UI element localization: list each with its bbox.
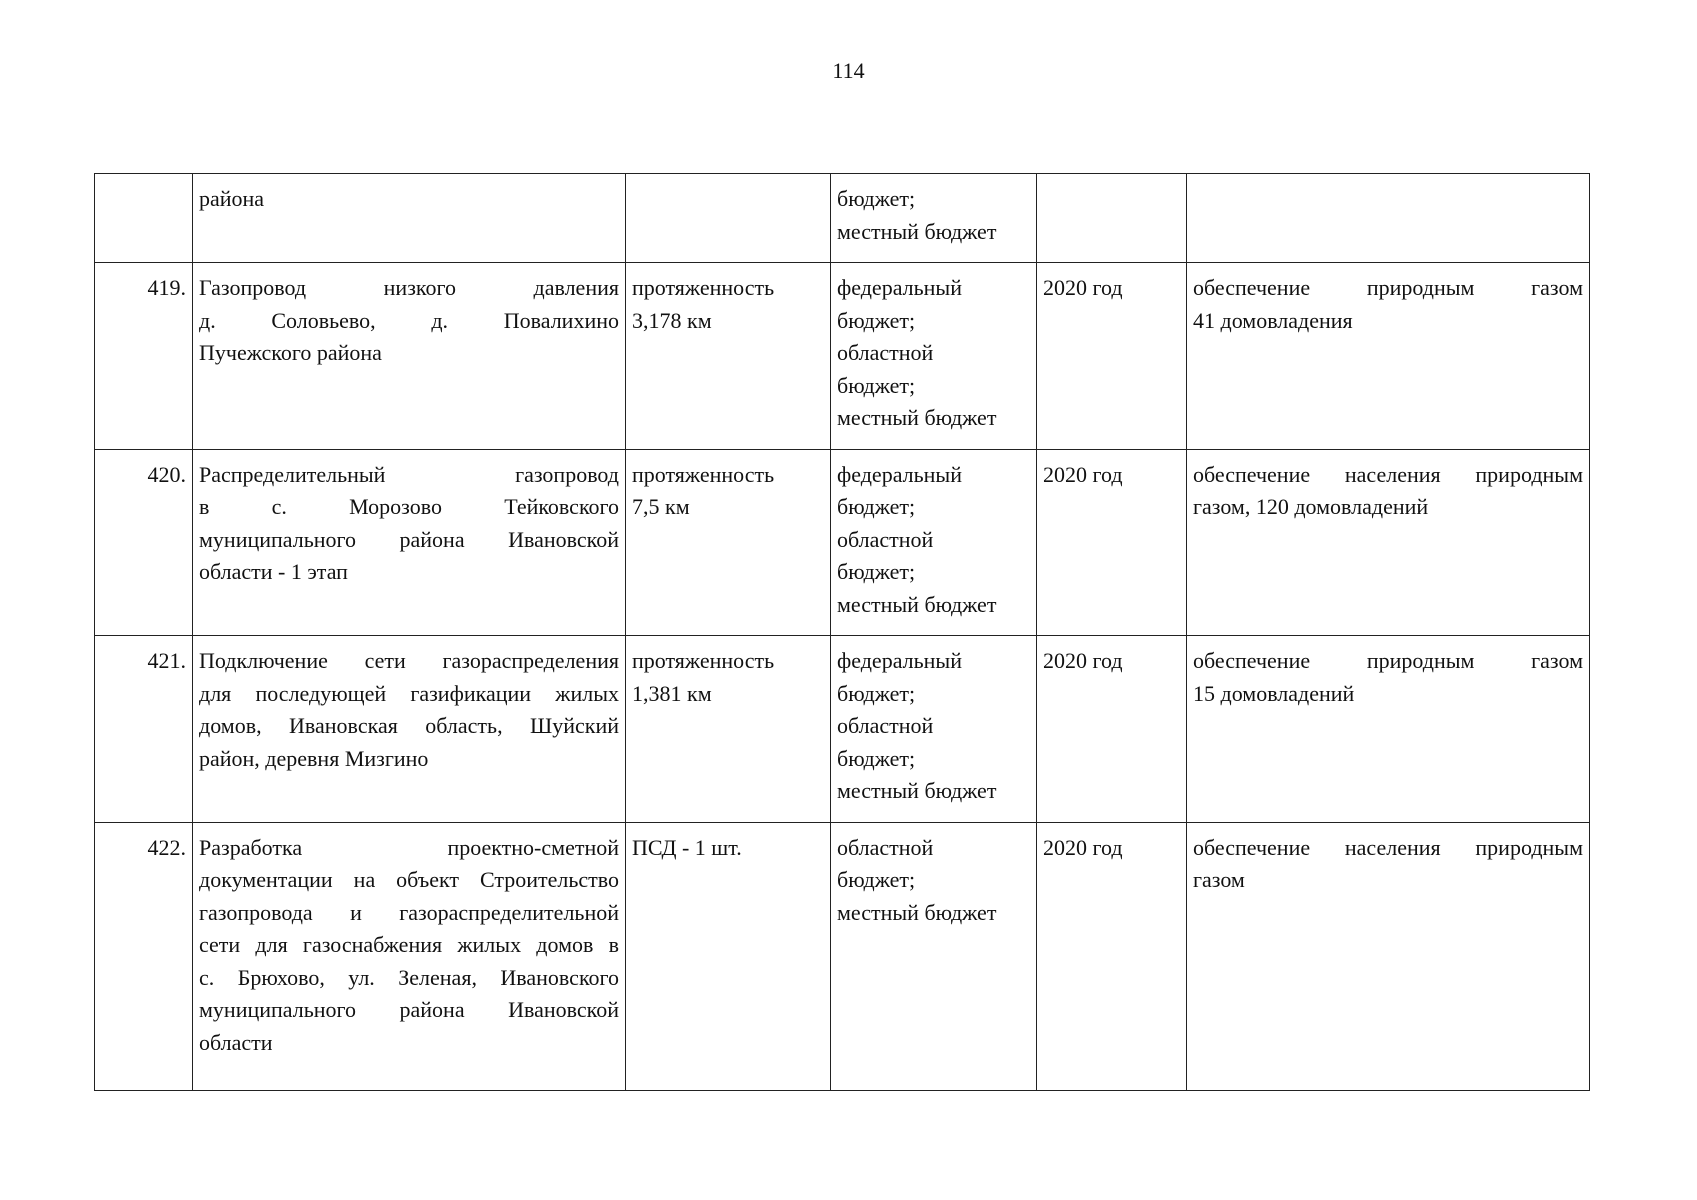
result-cell: обеспечение природным газом 41 домовладения (1187, 263, 1590, 450)
objects-table (94, 173, 1590, 1091)
funding-cell: федеральный бюджет; областной бюджет; местный бюджет (831, 636, 1037, 823)
funding-cell: федеральный бюджет; областной бюджет; местный бюджет (831, 449, 1037, 636)
capacity-cell: протяженность 7,5 км (626, 449, 831, 636)
object-name-cell: Распределительный газопровод в с. Морозово Тейковского муниципального района Ивановской области - 1 этап (193, 449, 626, 636)
row-number: 419. (95, 263, 193, 450)
table-body (95, 174, 1590, 1091)
year-cell: 2020 год (1037, 449, 1187, 636)
table-row (95, 636, 1590, 823)
capacity-cell: ПСД - 1 шт. (626, 822, 831, 1090)
object-name-cell: Подключение сети газораспределения для последующей газификации жилых домов, Ивановская область, Шуйский район, деревня Мизгино (193, 636, 626, 823)
funding-cell: бюджет; местный бюджет (831, 174, 1037, 263)
object-name-cell: Газопровод низкого давления д. Соловьево, д. Повалихино Пучежского района (193, 263, 626, 450)
row-number: 420. (95, 449, 193, 636)
object-name-cell: района (193, 174, 626, 263)
result-cell (1187, 174, 1590, 263)
result-cell: обеспечение населения природным газом (1187, 822, 1590, 1090)
funding-cell: областной бюджет; местный бюджет (831, 822, 1037, 1090)
year-cell (1037, 174, 1187, 263)
year-cell: 2020 год (1037, 822, 1187, 1090)
year-cell: 2020 год (1037, 263, 1187, 450)
result-cell: обеспечение природным газом 15 домовладений (1187, 636, 1590, 823)
object-name-cell: Разработка проектно-сметной документации на объект Строительство газопровода и газораспределительной сети для газоснабжения жилых домов в с. Брюхово, ул. Зеленая, Ивановского муниципального района Ивановской области (193, 822, 626, 1090)
table-row (95, 449, 1590, 636)
page-number: 114 (832, 58, 865, 83)
result-cell: обеспечение населения природным газом, 120 домовладений (1187, 449, 1590, 636)
row-number: 422. (95, 822, 193, 1090)
funding-cell: федеральный бюджет; областной бюджет; местный бюджет (831, 263, 1037, 450)
year-cell: 2020 год (1037, 636, 1187, 823)
capacity-cell: протяженность 1,381 км (626, 636, 831, 823)
table-row (95, 822, 1590, 1090)
row-number: 421. (95, 636, 193, 823)
table-row (95, 174, 1590, 263)
row-number (95, 174, 193, 263)
capacity-cell (626, 174, 831, 263)
capacity-cell: протяженность 3,178 км (626, 263, 831, 450)
table-row (95, 263, 1590, 450)
